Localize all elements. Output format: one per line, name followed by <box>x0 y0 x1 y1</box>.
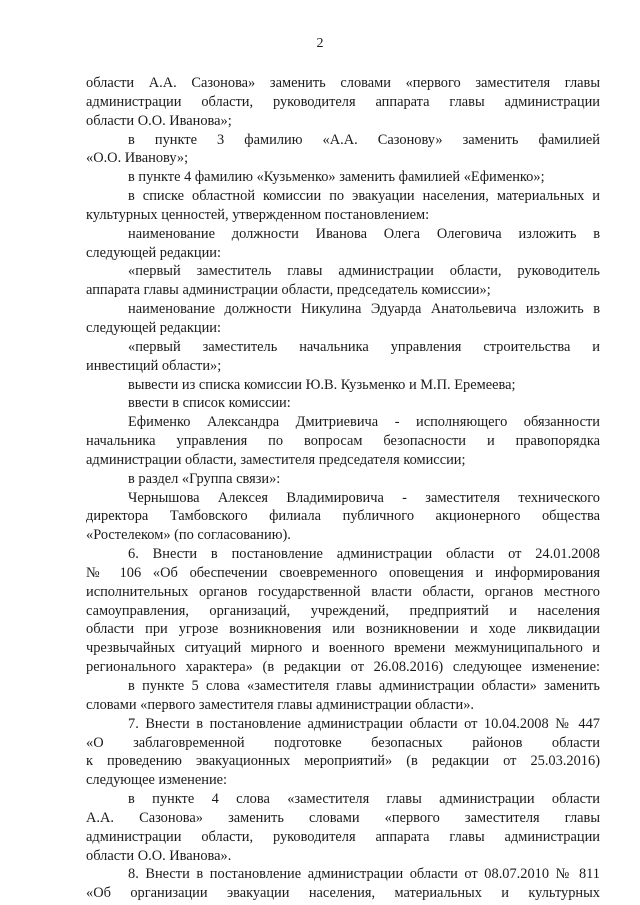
text-line: следующей редакции: <box>86 244 221 261</box>
text-line: в пункте 3 фамилию «А.А. Сазонову» заменить фамилией <box>128 131 600 148</box>
text-line: Ефименко Александра Дмитриевича - исполняющего обязанности <box>128 414 600 431</box>
document-body <box>86 74 600 903</box>
text-line: словами «первого заместителя главы администрации области». <box>86 696 474 713</box>
text-line: в раздел «Группа связи»: <box>128 470 281 487</box>
text-line: 8. Внести в постановление администрации области от 08.07.2010 № 811 <box>128 866 600 883</box>
text-line: администрации области, руководителя аппарата главы администрации <box>86 828 600 845</box>
text-line: «О.О. Иванову»; <box>86 150 189 167</box>
text-line: в пункте 5 слова «заместителя главы администрации области» заменить <box>128 678 600 694</box>
text-line: следующей редакции: <box>86 319 221 336</box>
text-line: № 106 «Об обеспечении своевременного оповещения и информирования <box>86 564 600 581</box>
text-line: области при угрозе возникновения или возникновении и ходе ликвидации <box>86 621 600 638</box>
text-line: к проведению эвакуационных мероприятий» (в редакции от 25.03.2016) <box>86 753 600 770</box>
text-line: культурных ценностей, утвержденном постановлением: <box>86 206 430 223</box>
text-line: 7. Внести в постановление администрации области от 10.04.2008 № 447 <box>128 715 600 732</box>
text-line: Чернышова Алексея Владимировича - заместителя технического <box>128 489 600 506</box>
text-line: области О.О. Иванова»; <box>86 112 232 129</box>
text-line: инвестиций области»; <box>86 357 222 374</box>
text-line: чрезвычайных ситуаций мирного и военного времени межмуниципального и <box>86 640 600 657</box>
text-line: исполнительных органов государственной власти области, органов местного <box>86 583 600 600</box>
text-line: аппарата главы администрации области, председатель комиссии»; <box>86 282 491 299</box>
text-line: области А.А. Сазонова» заменить словами «первого заместителя главы <box>86 75 600 91</box>
text-line: администрации области, заместителя председателя комиссии; <box>86 451 466 468</box>
text-line: вывести из списка комиссии Ю.В. Кузьменко и М.П. Еремеева; <box>128 376 516 393</box>
text-line: самоуправления, организаций, учреждений, предприятий и населения <box>86 602 600 619</box>
text-line: А.А. Сазонова» заменить словами «первого заместителя главы <box>86 809 600 826</box>
text-line: «Об организации эвакуации населения, материальных и культурных <box>86 885 600 902</box>
text-line: ввести в список комиссии: <box>128 395 291 412</box>
text-line: наименование должности Иванова Олега Олеговича изложить в <box>128 225 600 242</box>
text-line: «первый заместитель начальника управления строительства и <box>128 338 600 355</box>
text-line: наименование должности Никулина Эдуарда Анатольевича изложить в <box>128 301 600 318</box>
text-line: области О.О. Иванова». <box>86 847 232 864</box>
text-line: в пункте 4 фамилию «Кузьменко» заменить фамилией «Ефименко»; <box>128 169 545 186</box>
text-line: директора Тамбовского филиала публичного акционерного общества <box>86 508 600 525</box>
page-number: 2 <box>316 36 324 51</box>
text-line: 6. Внести в постановление администрации области от 24.01.2008 <box>128 546 600 563</box>
text-line: «первый заместитель главы администрации области, руководитель <box>128 263 600 280</box>
text-line: регионального характера» (в редакции от 26.08.2016) следующее изменение: <box>86 659 600 676</box>
text-line: следующее изменение: <box>86 772 228 789</box>
text-line: администрации области, руководителя аппарата главы администрации <box>86 93 600 110</box>
text-line: «Ростелеком» (по согласованию). <box>86 527 291 544</box>
text-line: в пункте 4 слова «заместителя главы администрации области <box>128 791 600 808</box>
text-line: начальника управления по вопросам безопасности и правопорядка <box>86 433 600 450</box>
text-line: в списке областной комиссии по эвакуации населения, материальных и <box>128 188 600 205</box>
text-line: «О заблаговременной подготовке безопасных районов области <box>86 734 600 751</box>
